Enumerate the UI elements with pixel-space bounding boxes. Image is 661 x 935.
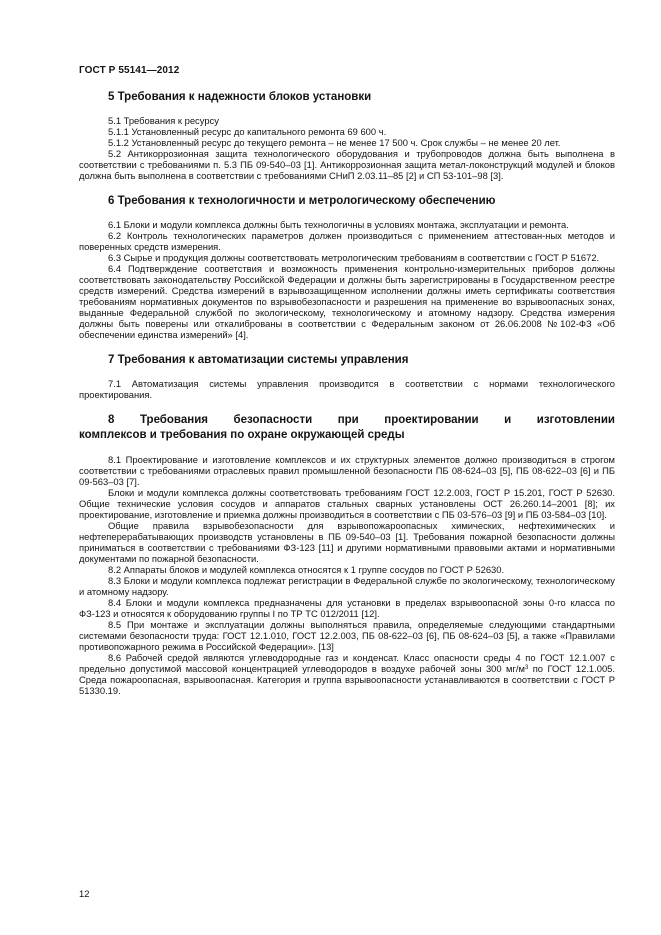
section-6-heading: 6 Требования к технологичности и метрологическому обеспечению	[108, 195, 496, 207]
paragraph-5-1: 5.1 Требования к ресурсу	[108, 115, 219, 126]
paragraph-8-4: 8.4 Блоки и модули комплекса предназначены для установки в пределах взрывоопасной зоны 0-го класса по ФЗ-123 и относятся к оборудованию группы I по ТР ТС 012/2011 [12].	[79, 597, 615, 619]
paragraph-8-5: 8.5 При монтаже и эксплуатации должны выполняться правила, определяемые следующими стандартными системами безопасности труда: ГОСТ 12.1.010, ГОСТ 12.2.003, ПБ 08-622–03 [6], ПБ 08-624–03 [5], а также «Правилами противопожарного режима в Российской Федерации». [13]	[79, 619, 615, 652]
section-8-heading	[79, 413, 615, 443]
superscript-3: 3	[524, 665, 529, 671]
section-7-heading: 7 Требования к автоматизации системы управления	[108, 354, 409, 366]
page-number: 12	[79, 888, 90, 899]
paragraph-8-1: 8.1 Проектирование и изготовление комплексов и их структурных элементов должно производиться в строгом соответствии с требованиями отраслевых правил промышленной безопасности ПБ 08-624–03 [5], ПБ 08-622–03 [6] и ПБ 09-563–03 [7].	[79, 454, 615, 487]
section-8-heading-line-2: комплексов и требования по охране окружающей среды	[79, 429, 405, 441]
paragraph-8-3: 8.3 Блоки и модули комплекса подлежат регистрации в Федеральной службе по экологическому, технологическому и атомному надзору.	[79, 575, 615, 597]
paragraph-8-6-part-1: 8.6 Рабочей средой являются углеводородные газ и конденсат. Класс опасности среды 4 по ГОСТ 12.1.007 с предельно допустимой массовой концентрацией углеводородов в воздухе рабочей зоны 300 мг/м	[79, 652, 615, 674]
section-8-heading-line-1: 8 Требования безопасности при проектировании и изготовлении	[108, 414, 615, 426]
paragraph-8-1-b: Блоки и модули комплекса должны соответствовать требованиям ГОСТ 12.2.003, ГОСТ Р 15.201, ГОСТ Р 52630. Общие технические условия сосудов и аппаратов стальных сварных установлены ОСТ 26.260.14–2001 [8]; их проектирование, изготовление и приемка должны производиться в соответствии с ПБ 03-576–03 [9] и ПБ 03-584–03 [10].	[79, 487, 615, 520]
section-5-heading: 5 Требования к надежности блоков установки	[108, 91, 372, 103]
document-body	[79, 86, 615, 696]
paragraph-8-6-part-2: по ГОСТ 12.1.005. Среда пожароопасная, взрывоопасная. Категория и группа взрывоопасности устанавливаются в соответствии с ГОСТ Р 51330.19.	[79, 663, 615, 696]
paragraph-7-1: 7.1 Автоматизация системы управления производится в соответствии с нормами технологического проектирования.	[79, 378, 615, 400]
document-header: ГОСТ Р 55141—2012	[79, 65, 180, 76]
paragraph-8-1-c: Общие правила взрывобезопасности для взрывопожароопасных химических, нефтехимических и нефтеперерабатывающих производств установлены в ПБ 09-540–03 [1]. Требования пожарной безопасности должны приниматься в соответствии с требованиями ФЗ-123 [11] и другими нормативными правовыми актами и нормативными документами по пожарной безопасности.	[79, 520, 615, 564]
paragraph-6-2: 6.2 Контроль технологических параметров должен производиться с применением аттестован-ных методов и поверенных средств измерения.	[79, 230, 615, 252]
paragraph-5-2: 5.2 Антикоррозионная защита технологического оборудования и трубопроводов должна быть выполнена в соответствии с требованиями п. 5.3 ПБ 09-540–03 [1]. Антикоррозионная защита метал-локонструкций модулей и блоков должна быть выполнена в соответствии с требованиями СНиП 2.03.11–85 [2] и СП 53-101–98 [3].	[79, 148, 615, 181]
paragraph-8-2: 8.2 Аппараты блоков и модулей комплекса относятся к 1 группе сосудов по ГОСТ Р 52630.	[108, 564, 505, 575]
paragraph-6-4: 6.4 Подтверждение соответствия и возможность применения контрольно-измерительных приборов должны соответствовать законодательству Российской Федерации и должны быть зарегистрированы в Государственном реестре средств измерений. Средства измерений в взрывозащищенном исполнении должны иметь сертификаты соответствия требованиям нормативных документов по взрывобезопасности и разрешения на применение во взрывоопасных зонах, выданные Федеральной службой по экологическому, технологическому и атомному надзору. Средства измерения должны быть поверены или откалиброваны в соответствии с Федеральным законом от 26.06.2008 №102-ФЗ «Об обеспечении единства измерений» [4].	[79, 263, 615, 340]
paragraph-5-1-2: 5.1.2 Установленный ресурс до текущего ремонта – не менее 17 500 ч. Срок службы – не менее 20 лет.	[108, 137, 561, 148]
paragraph-6-3: 6.3 Сырье и продукция должны соответствовать метрологическим требованиям в соответствии с ГОСТ Р 51672.	[108, 252, 600, 263]
paragraph-6-1: 6.1 Блоки и модули комплекса должны быть технологичны в условиях монтажа, эксплуатации и ремонта.	[108, 219, 569, 230]
paragraph-8-6	[79, 652, 615, 696]
paragraph-5-1-1: 5.1.1 Установленный ресурс до капитального ремонта 69 600 ч.	[108, 126, 387, 137]
